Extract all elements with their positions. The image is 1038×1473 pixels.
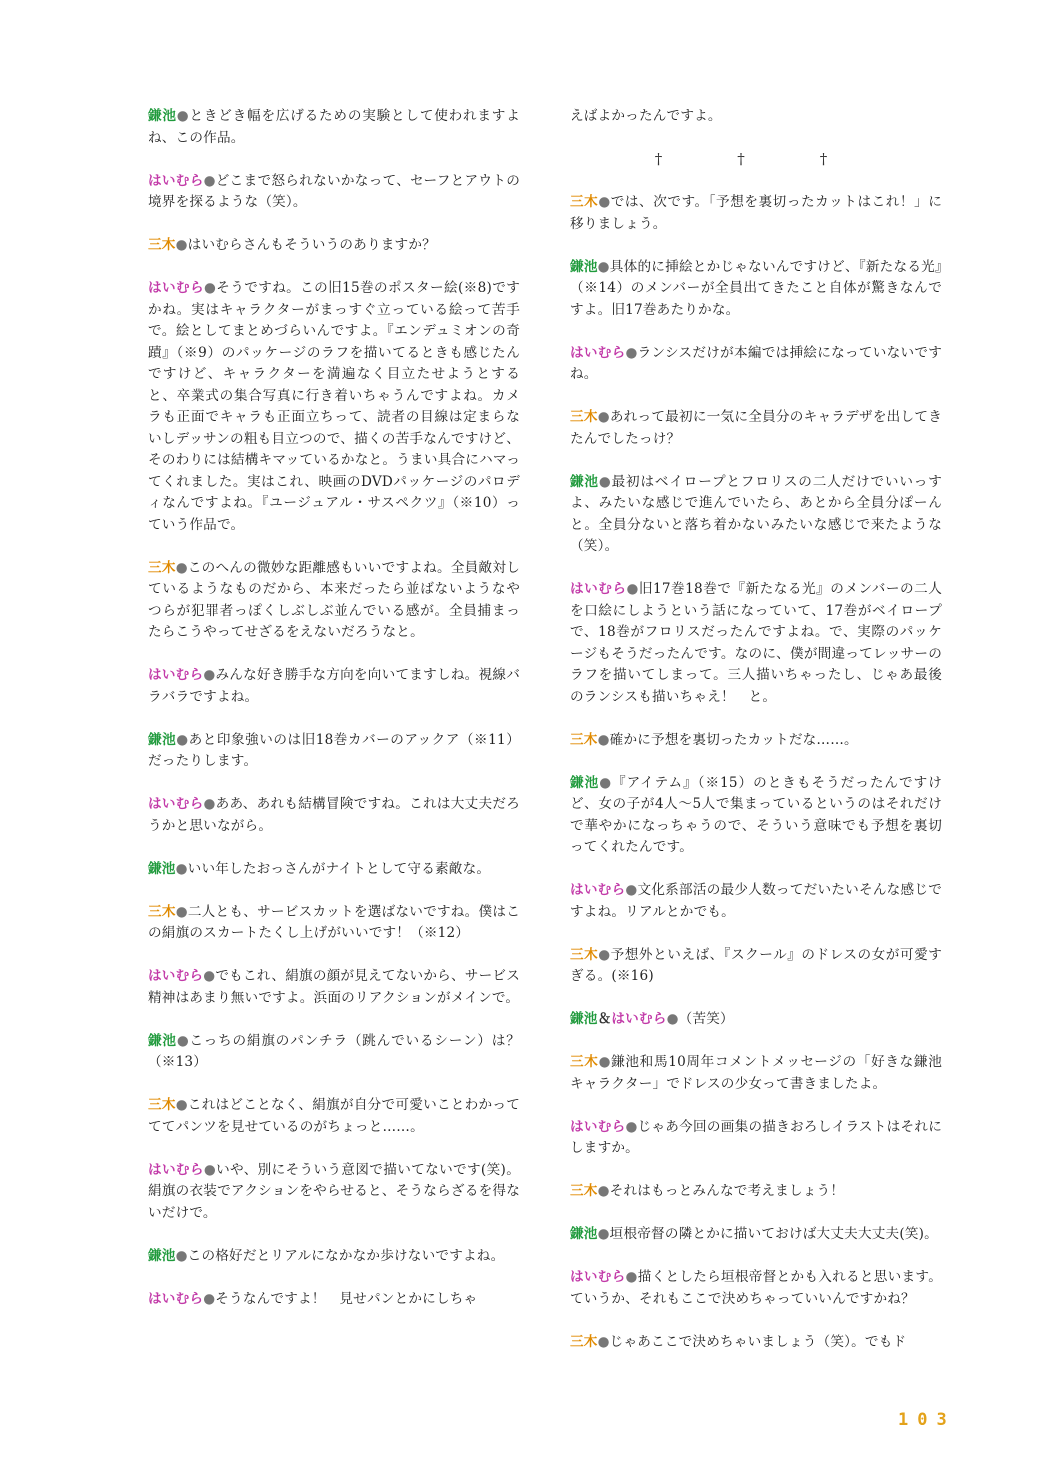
dialogue-text: じゃあ今回の画集の描きおろしイラストはそれにしますか。: [570, 1118, 942, 1156]
speaker-name: 三木: [148, 237, 176, 253]
dialogue-paragraph: [570, 257, 942, 322]
speaker-bullet-icon: ●: [598, 946, 611, 963]
speaker-name: はいむら: [148, 667, 204, 683]
speaker-bullet-icon: ●: [597, 731, 610, 748]
dialogue-paragraph: [570, 579, 942, 708]
dialogue-text: 最初はベイロープとフロリスの二人だけでいいっすよ、みたいな感じで進んでいたら、あとから全員分ぽーんと。全員分ないと落ち着かないみたいな感じで来たような（笑）。: [570, 473, 942, 554]
dialogue-text: （苦笑）: [678, 1011, 734, 1027]
dialogue-paragraph: [570, 880, 942, 923]
dialogue-paragraph: [148, 171, 520, 214]
dialogue-paragraph: [570, 192, 942, 235]
page-number: 103: [898, 1410, 956, 1430]
dialogue-text: この格好だとリアルになかなか歩けないですよね。: [187, 1247, 505, 1264]
dialogue-paragraph: [148, 235, 520, 257]
speaker-bullet-icon: ●: [597, 1183, 610, 1199]
speaker-bullet-icon: ●: [203, 1290, 216, 1307]
dialogue-paragraph: [148, 278, 520, 536]
dialogue-text: 予想外といえば、『スクール』のドレスの女が可愛すぎる。(※16): [570, 946, 942, 984]
dialogue-text: 鎌池和馬10周年コメントメッセージの「好きな鎌池キャラクター」でドレスの少女って書きましたよ。: [570, 1054, 942, 1092]
speaker-name: はいむら: [148, 172, 204, 189]
continuation-text: えばよかったんですよ。: [570, 108, 722, 124]
dialogue-text: 旧17巻18巻で『新たなる光』のメンバーの二人を口絵にしようという話になっていて、17巻がベイロープで、18巻がフロリスだったんですよね。で、実際のパッケージもそうだったんです。なのに、僕が間違ってレッサーのラフを描いてしまって。三人描いちゃったし、じゃあ最後のランシスも描いちゃえ！ と。: [570, 581, 942, 705]
speaker-name: 三木: [148, 903, 176, 920]
dialogue-text: じゃあここで決めちゃいましょう（笑）。でもド: [609, 1333, 907, 1350]
speaker-bullet-icon: ●: [203, 796, 216, 812]
dialogue-paragraph: [148, 1031, 520, 1074]
speaker-bullet-icon: ●: [175, 559, 188, 576]
dialogue-paragraph: [148, 1246, 520, 1268]
dialogue-text: ときどき幅を広げるための実験として使われますよね、この作品。: [148, 108, 520, 146]
speaker-bullet-icon: ●: [203, 172, 216, 189]
speaker-name: 鎌池: [148, 1032, 177, 1049]
speaker-bullet-icon: ●: [625, 882, 638, 898]
speaker-name: 鎌池: [570, 1226, 598, 1242]
dialogue-paragraph: [148, 1289, 520, 1311]
speaker-bullet-icon: ●: [203, 667, 216, 683]
dialogue-paragraph: [570, 1224, 942, 1246]
speaker-bullet-icon: ●: [203, 1161, 217, 1178]
speaker-name: 鎌池: [148, 731, 177, 748]
speaker-name: 三木: [148, 559, 176, 576]
dialogue-text: 垣根帝督の隣とかに描いておけば大丈夫大丈夫(笑)。: [609, 1226, 938, 1242]
speaker-bullet-icon: ●: [175, 237, 188, 253]
dialogue-text: あれって最初に一気に全員分のキャラデザを出してきたんでしたっけ？: [570, 409, 942, 447]
dialogue-text: これはどことなく、絹旗が自分で可愛いことわかってててパンツを見せているのがちょっと……。: [148, 1097, 521, 1135]
dialogue-text: それはもっとみんなで考えましょう！: [609, 1183, 845, 1199]
speaker-name: はいむら: [148, 280, 204, 296]
dialogue-paragraph: [148, 1160, 520, 1225]
speaker-bullet-icon: ●: [203, 280, 217, 296]
dialogue-paragraph: [148, 859, 520, 881]
speaker-name: はいむら: [570, 1269, 626, 1285]
speaker-bullet-icon: ●: [176, 108, 190, 124]
speaker-name: はいむら: [570, 882, 626, 898]
speaker-bullet-icon: ●: [175, 1097, 188, 1113]
right-dialog: [570, 192, 942, 1353]
dialogue-text: こっちの絹旗のパンチラ（跳んでいるシーン）は？（※13）: [148, 1032, 520, 1070]
dialogue-paragraph: [570, 1052, 942, 1095]
dialogue-text: 文化系部活の最少人数ってだいたいそんな感じですよね。リアルとかでも。: [570, 882, 942, 920]
speaker-bullet-icon: ●: [625, 1269, 638, 1285]
speaker-name: 鎌池: [570, 473, 599, 490]
dialogue-paragraph: [148, 106, 520, 149]
speaker-bullet-icon: ●: [666, 1011, 679, 1027]
dialogue-text: 確かに予想を裏切ったカットだな……。: [609, 731, 858, 748]
speaker-name: 鎌池＆はいむら: [570, 1011, 667, 1027]
dialogue-paragraph: [148, 966, 520, 1009]
dialogue-paragraph: [148, 794, 520, 837]
dialogue-paragraph: [570, 1332, 942, 1354]
speaker-name: 鎌池: [570, 258, 598, 275]
speaker-name: 三木: [570, 946, 599, 963]
dialogue-paragraph: [148, 558, 520, 644]
speaker-name: 三木: [570, 1333, 598, 1350]
dialogue-paragraph: [570, 343, 942, 386]
speaker-bullet-icon: ●: [597, 1333, 610, 1350]
dialogue-paragraph: [570, 773, 942, 859]
dialogue-text: でもこれ、絹旗の顔が見えてないから、サービス精神はあまり無いですよ。浜面のリアクションがメインで。: [148, 968, 520, 1006]
speaker-name: はいむら: [148, 796, 204, 812]
dialogue-paragraph: [570, 1117, 942, 1160]
speaker-name: 鎌池: [148, 860, 176, 877]
dialogue-text: 『アイテム』（※15）のときもそうだったんですけど、女の子が4人～5人で集まっているというのはそれだけで華やかになっちゃうので、そういう意味でも予想を裏切ってくれたんです。: [570, 774, 942, 855]
dialogue-text: はいむらさんもそういうのありますか？: [187, 237, 436, 253]
speaker-bullet-icon: ●: [626, 581, 639, 597]
dialogue-text: ああ、あれも結構冒険ですね。これは大丈夫だろうかと思いながら。: [148, 796, 521, 834]
dialogue-text: 描くとしたら垣根帝督とかも入れると思います。ていうか、それもここで決めちゃっていいんですかね？: [570, 1269, 942, 1307]
speaker-bullet-icon: ●: [175, 1247, 188, 1264]
speaker-bullet-icon: ●: [625, 344, 638, 361]
speaker-bullet-icon: ●: [598, 1054, 612, 1070]
speaker-name: 三木: [570, 194, 599, 210]
dialogue-text: どこまで怒られないかなって、セーフとアウトの境界を探るような（笑）。: [148, 172, 520, 210]
dialogue-text: ランシスだけが本編では挿絵になっていないですね。: [570, 344, 942, 382]
dialogue-text: そうですね。この旧15巻のポスター絵(※8)ですかね。実はキャラクターがまっすぐ立っている絵って苦手で。絵としてまとめづらいんですよ。『エンデュミオンの奇蹟』（※9）のパッケージのラフを描いてるときも感じたんですけど、キャラクターを満遍なく目立たせようとすると、卒業式の集合写真に行き着いちゃうんですよね。カメラも正面でキャラも正面立ちって、読者の目線は定まらないしデッサンの粗も目立つので、描くの苦手なんですけど、そのわりには結構キマッているかなと。うまい具合にハマってくれました。実はこれ、映画のDVDパッケージのパロディなんですよね。『ユージュアル・サスペクツ』（※10）っていう作品で。: [148, 280, 520, 533]
dialogue-paragraph: [148, 730, 520, 773]
right-column: [570, 106, 942, 1375]
dialogue-paragraph: [570, 730, 942, 752]
speaker-name: 三木: [570, 409, 598, 425]
speaker-name: 鎌池: [570, 774, 600, 791]
speaker-bullet-icon: ●: [597, 1226, 610, 1242]
speaker-bullet-icon: ●: [597, 409, 610, 425]
speaker-bullet-icon: ●: [599, 774, 613, 791]
dialogue-paragraph: [570, 407, 942, 450]
dialogue-paragraph: [148, 1095, 520, 1138]
speaker-name: 三木: [570, 731, 598, 748]
left-column: [148, 106, 520, 1332]
dialogue-text: いい年したおっさんがナイトとして守る素敵な。: [187, 860, 491, 877]
dialogue-text: 具体的に挿絵とかじゃないんですけど、『新たなる光』（※14）のメンバーが全員出てきたこと自体が驚きなんですよ。旧17巻あたりかな。: [570, 258, 942, 318]
speaker-name: 三木: [570, 1054, 599, 1070]
dialogue-text: いや、別にそういう意図で描いてないです(笑)。絹旗の衣装でアクションをやらせると、そうならざるを得ないだけで。: [148, 1161, 521, 1221]
dialogue-paragraph: [570, 1009, 942, 1031]
speaker-bullet-icon: ●: [597, 258, 610, 275]
speaker-bullet-icon: ●: [203, 968, 216, 984]
section-divider: † † †: [654, 150, 858, 168]
dialogue-paragraph: [570, 472, 942, 558]
speaker-name: 鎌池: [148, 1247, 176, 1264]
speaker-bullet-icon: ●: [176, 1032, 190, 1049]
dialogue-paragraph: [148, 902, 520, 945]
dialogue-paragraph: [570, 1267, 942, 1310]
speaker-name: 鎌池: [148, 108, 177, 124]
speaker-bullet-icon: ●: [176, 731, 189, 748]
speaker-bullet-icon: ●: [175, 860, 188, 877]
dialogue-text: このへんの微妙な距離感もいいですよね。全員敵対しているようなものだから、本来だったら並ばないようなやつらが犯罪者っぽくしぶしぶ並んでいる感が。全員捕まったらこうやってせざるをえないだろうなと。: [148, 559, 520, 640]
dialogue-paragraph: [570, 945, 942, 988]
speaker-bullet-icon: ●: [598, 194, 611, 210]
dialogue-text: そうなんですよ！ 見せパンとかにしちゃ: [215, 1290, 478, 1307]
speaker-name: はいむら: [148, 968, 204, 984]
speaker-name: 三木: [570, 1183, 598, 1199]
speaker-bullet-icon: ●: [625, 1118, 638, 1135]
speaker-name: はいむら: [148, 1161, 204, 1178]
speaker-name: はいむら: [570, 344, 626, 361]
speaker-name: はいむら: [570, 581, 627, 597]
dialogue-text: あと印象強いのは旧18巻カバーのアックア（※11）だったりします。: [148, 731, 520, 769]
dialogue-text: みんな好き勝手な方向を向いてますしね。視線バラバラですよね。: [148, 667, 520, 705]
speaker-bullet-icon: ●: [175, 903, 188, 920]
dialogue-text: では、次です。「予想を裏切ったカットはこれ！」に移りましょう。: [570, 194, 942, 232]
dialogue-text: 二人とも、サービスカットを選ばないですね。僕はこの絹旗のスカートたくし上げがいいです！（※12）: [148, 903, 520, 941]
speaker-name: はいむら: [148, 1290, 204, 1307]
dialogue-paragraph: [148, 665, 520, 708]
speaker-name: はいむら: [570, 1118, 626, 1135]
dialogue-paragraph: [570, 1181, 942, 1203]
speaker-name: 三木: [148, 1097, 176, 1113]
speaker-bullet-icon: ●: [598, 473, 612, 490]
